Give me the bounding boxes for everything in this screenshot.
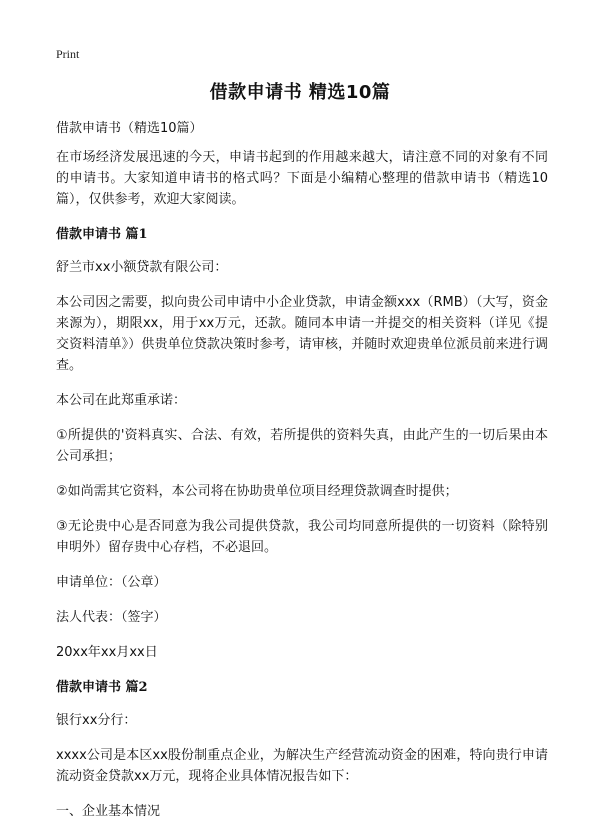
section-1-applicant: 申请单位：（公章） xyxy=(56,575,167,590)
page-title: 借款申请书 精选10篇 xyxy=(209,82,391,103)
intro-paragraph: 在市场经济发展迅速的今天，申请书起到的作用越来越大，请注意不同的对象有不同的申请书。大家知道申请书的格式吗？下面是小编精心整理的借款申请书（精选10篇），仅供参考，欢迎大家阅读。 xyxy=(56,150,548,207)
section-1-heading: 借款申请书 篇1 xyxy=(56,227,148,242)
section-2-heading: 借款申请书 篇2 xyxy=(56,680,148,695)
intro-subtitle: 借款申请书（精选10篇） xyxy=(56,121,203,136)
section-2-body: xxxx公司是本区xx股份制重点企业，为解决生产经营流动资金的困难，特向贵行申请流动资金贷款xx万元，现将企业具体情况报告如下： xyxy=(56,748,548,784)
section-1-body: 本公司因之需要，拟向贵公司申请中小企业贷款，申请金额xxx（RMB）（大写，资金来源为），期限xx，用于xx万元，还款。随同本申请一并提交的相关资料（详见《提交资料清单》）供贵单位贷款决策时参考，请审核，并随时欢迎贵单位派员前来进行调查。 xyxy=(56,295,548,373)
section-1-date: 20xx年xx月xx日 xyxy=(56,645,158,660)
document-body xyxy=(56,118,548,836)
section-1-item-1: ①所提供的'资料真实、合法、有效，若所提供的资料失真，由此产生的一切后果由本公司承担； xyxy=(56,428,548,464)
section-2-addressee: 银行xx分行： xyxy=(56,713,137,728)
section-1-addressee: 舒兰市xx小额贷款有限公司： xyxy=(56,260,228,275)
section-1-legal-rep: 法人代表：（签字） xyxy=(56,610,167,625)
print-link[interactable]: Print xyxy=(56,47,80,61)
section-1-item-3: ③无论贵中心是否同意为我公司提供贷款，我公司均同意所提供的一切资料（除特别申明外）留存贵中心存档，不必退回。 xyxy=(56,519,548,555)
section-2-subheading: 一、企业基本情况 xyxy=(56,804,161,819)
section-1-promise: 本公司在此郑重承诺： xyxy=(56,393,187,408)
section-1-item-2: ②如尚需其它资料，本公司将在协助贵单位项目经理贷款调查时提供； xyxy=(56,484,458,499)
